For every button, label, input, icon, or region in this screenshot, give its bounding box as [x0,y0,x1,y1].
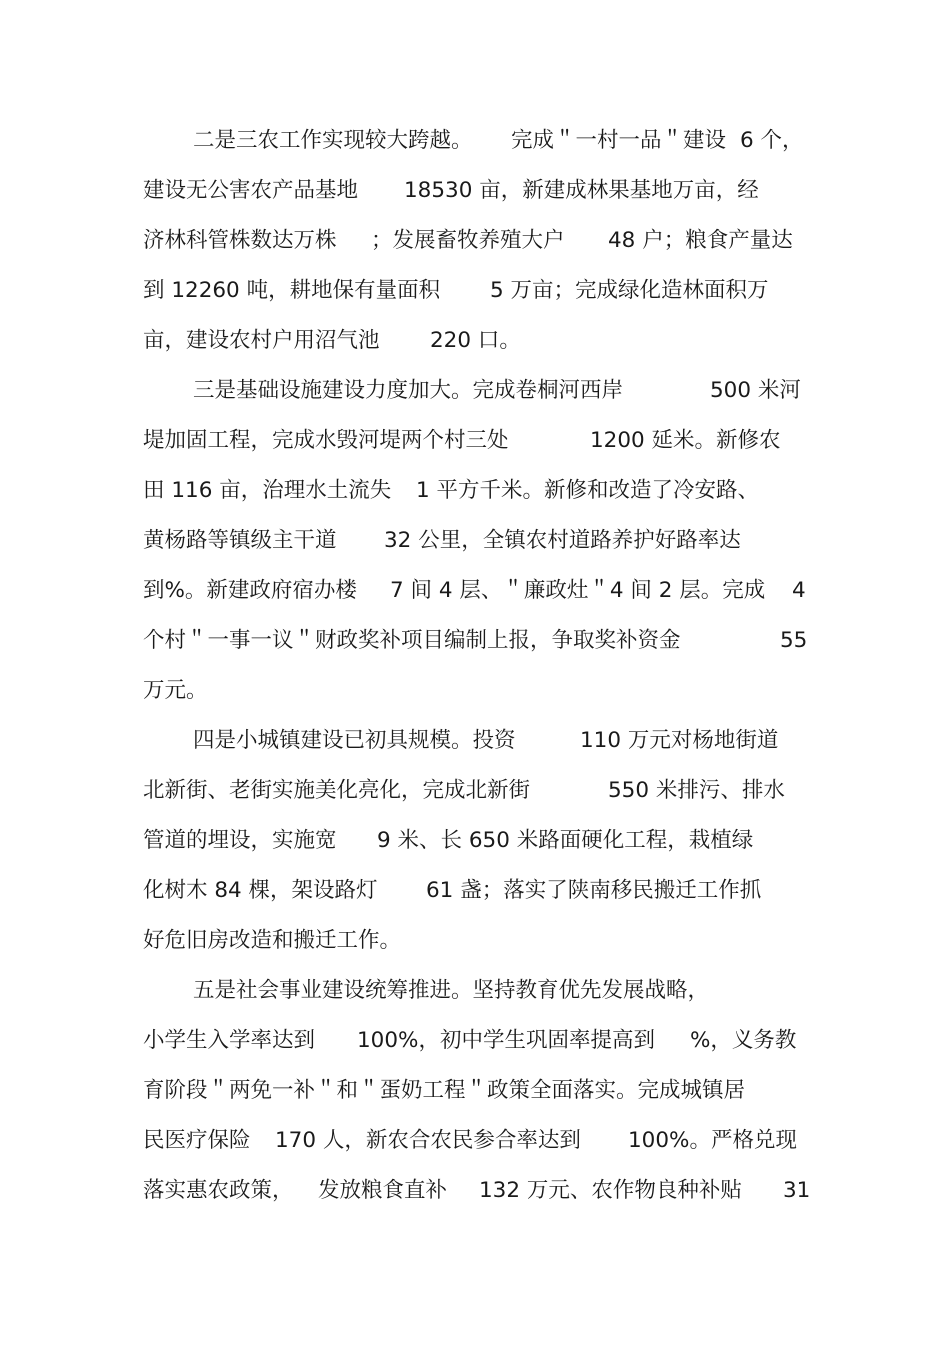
text-line [0,976,950,1026]
text-segment: 61 盏；落实了陕南移民搬迁工作抓 [426,878,762,903]
text-segment: %，义务教 [690,1028,797,1053]
text-segment: 48 户；粮食产量达 [608,228,793,253]
text-segment: 170 人，新农合农民参合率达到 [275,1128,581,1153]
text-segment: 落实惠农政策， [143,1178,294,1203]
text-segment: 田 116 亩，治理水土流失 [143,478,392,503]
text-segment: 堤加固工程，完成水毁河堤两个村三处 [143,428,509,453]
text-segment: 四是小城镇建设已初具规模。投资 [193,728,516,753]
text-line [0,726,950,776]
text-segment: 到%。新建政府宿办楼 [143,578,357,603]
text-line [0,776,950,826]
text-segment: 220 口。 [430,328,521,353]
text-segment: 三是基础设施建设力度加大。完成卷桐河西岸 [193,378,624,403]
text-segment: 5 万亩；完成绿化造林面积万 [490,278,769,303]
text-segment: 北新街、老街实施美化亮化，完成北新街 [143,778,531,803]
text-line [0,1026,950,1076]
text-segment: 18530 亩，新建成林果基地万亩，经 [404,178,759,203]
text-segment: 4 [792,578,806,603]
text-line [0,1176,950,1226]
text-line [0,876,950,926]
text-segment: 100%。严格兑现 [628,1128,797,1153]
text-segment: 建设无公害农产品基地 [143,178,359,203]
text-line [0,476,950,526]
text-segment: 万元。 [143,678,208,703]
text-line [0,576,950,626]
text-line [0,526,950,576]
text-line [0,326,950,376]
text-segment: 育阶段＂两免一补＂和＂蛋奶工程＂政策全面落实。完成城镇居 [143,1078,746,1103]
text-line [0,1076,950,1126]
text-segment: 6 个， [740,128,804,153]
text-line [0,626,950,676]
text-segment: 民医疗保险 [143,1128,251,1153]
text-segment: 完成＂一村一品＂建设 [511,128,727,153]
text-line [0,676,950,726]
text-segment: 管道的埋设，实施宽 [143,828,337,853]
text-segment: 9 米、长 650 米路面硬化工程，栽植绿 [377,828,754,853]
text-segment: 化树木 84 棵，架设路灯 [143,878,378,903]
text-segment: 7 间 4 层、＂廉政灶＂4 间 2 层。完成 [390,578,766,603]
text-line [0,176,950,226]
text-segment: 1200 延米。新修农 [590,428,781,453]
text-line [0,276,950,326]
text-segment: 1 平方千米。新修和改造了冷安路、 [416,478,760,503]
text-segment: 二是三农工作实现较大跨越。 [193,128,473,153]
text-segment: 到 12260 吨，耕地保有量面积 [143,278,441,303]
text-segment: 济林科管株数达万株 [143,228,337,253]
text-segment: 31 [783,1178,811,1203]
text-line [0,826,950,876]
text-segment: 个村＂一事一议＂财政奖补项目编制上报，争取奖补资金 [143,628,681,653]
text-line [0,1126,950,1176]
text-line [0,926,950,976]
text-segment: 110 万元对杨地街道 [580,728,779,753]
text-segment: 小学生入学率达到 [143,1028,316,1053]
text-segment: 黄杨路等镇级主干道 [143,528,337,553]
text-segment: 500 米河 [710,378,801,403]
text-line [0,376,950,426]
text-line [0,226,950,276]
text-segment: 32 公里，全镇农村道路养护好路率达 [384,528,741,553]
text-segment: 55 [780,628,808,653]
text-segment: 132 万元、农作物良种补贴 [479,1178,742,1203]
text-segment: 发放粮食直补 [318,1178,448,1203]
text-line [0,426,950,476]
text-segment: 五是社会事业建设统筹推进。坚持教育优先发展战略， [193,978,710,1003]
text-segment: 好危旧房改造和搬迁工作。 [143,928,402,953]
text-segment: 550 米排污、排水 [608,778,785,803]
text-line [0,126,950,176]
text-segment: 100%，初中学生巩固率提高到 [357,1028,655,1053]
text-segment: ；发展畜牧养殖大户 [371,228,565,253]
text-segment: 亩，建设农村户用沼气池 [143,328,380,353]
